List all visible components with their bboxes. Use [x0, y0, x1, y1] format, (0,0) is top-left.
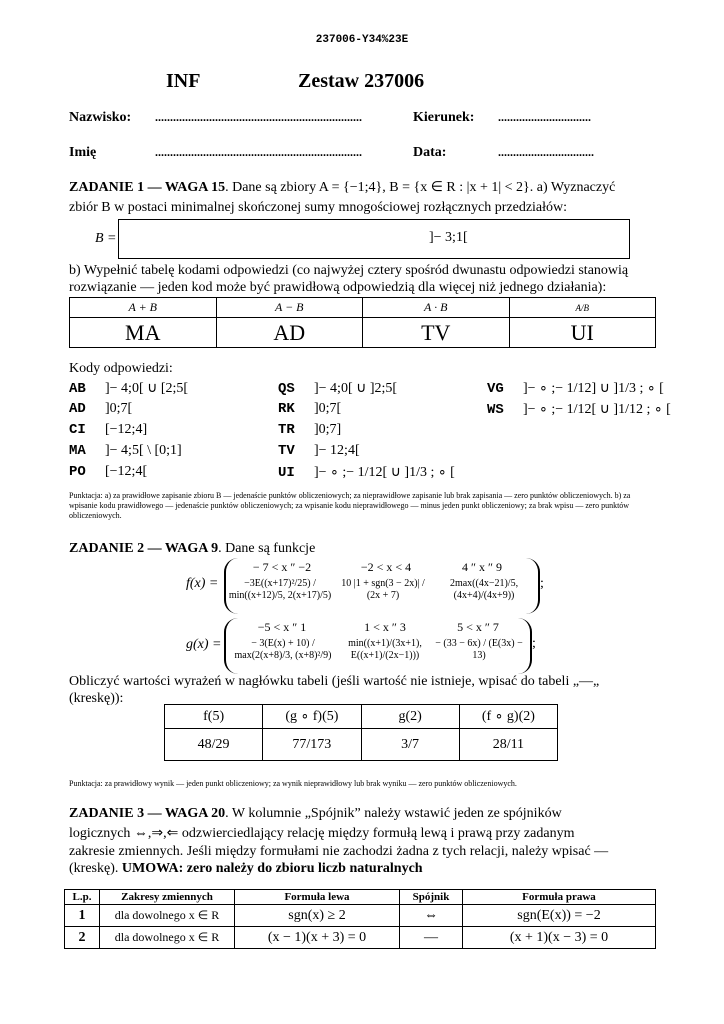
document-id: 237006-Y34%23E [315, 34, 409, 46]
row-left: sgn(x) ≥ 2 [235, 905, 400, 927]
task1-b-text2: rozwiązanie — jeden kod może być prawidłową odpowiedzią dla więcej niż jednego działania): [69, 280, 607, 295]
answer-a-minus-b[interactable]: AD [216, 318, 363, 348]
task3-text2: logicznych ⇔,⇒,⇐ odzwierciedlający relację między formułą lewą i prawą przy zadanym [69, 826, 575, 841]
task2-question: Obliczyć wartości wyrażeń w nagłówku tabeli (jeśli wartość nie istnieje, wpisać do tabeli „—„ [69, 674, 600, 689]
code-key: VG [487, 381, 504, 397]
code-item [69, 422, 147, 438]
task3-text4a: (kreskę). [69, 861, 122, 876]
code-item [278, 380, 397, 397]
major-label: Kierunek: [413, 110, 475, 125]
task1-title: ZADANIE 1 — WAGA 15 [69, 180, 226, 195]
code-value: ]0;7] [314, 422, 342, 437]
set-title: Zestaw 237006 [298, 70, 425, 92]
answer-g2[interactable]: 3/7 [361, 729, 459, 761]
code-item [69, 443, 182, 459]
code-key: AB [69, 381, 86, 397]
f-cond-1: − 7 < x ″ −2 [252, 560, 312, 574]
row-range: dla dowolnego x ∈ R [100, 927, 235, 949]
code-item [69, 464, 147, 480]
code-value: ]0;7[ [314, 401, 342, 416]
answer-a-plus-b[interactable]: MA [70, 318, 217, 348]
task2-intro-text: . Dane są funkcje [218, 541, 316, 556]
date-field[interactable]: ................................ [498, 145, 594, 159]
code-item [278, 422, 341, 438]
code-item [69, 380, 188, 397]
row-range: dla dowolnego x ∈ R [100, 905, 235, 927]
code-value: ]0;7[ [105, 401, 133, 416]
header-f5: f(5) [165, 705, 263, 729]
code-item [487, 401, 671, 418]
f-expr-1: −3E((x+17)²/25) / min((x+12)/5, 2(x+17)/5) [228, 578, 332, 601]
code-item [69, 401, 132, 417]
codes-label: Kody odpowiedzi: [69, 361, 173, 376]
surname-field[interactable]: ..................................................................... [155, 110, 362, 124]
row-lp: 2 [65, 927, 100, 949]
code-key: RK [278, 401, 295, 417]
g-cond-2: 1 < x ″ 3 [364, 620, 406, 634]
task1-answer-table [69, 297, 656, 348]
header-a-div-b: A/B [509, 298, 656, 318]
table-row [65, 905, 656, 927]
f-expr-2: 10 |1 + sgn(3 − 2x)| / (2x + 7) [341, 578, 425, 601]
code-key: AD [69, 401, 86, 417]
answer-a-times-b[interactable]: TV [363, 318, 510, 348]
header-fog2: (f ∘ g)(2) [459, 705, 557, 729]
header-g2: g(2) [361, 705, 459, 729]
task3-intro [69, 806, 562, 822]
task3-text1: . W kolumnie „Spójnik” należy wstawić jeden ze spójników [225, 806, 562, 821]
th-conn: Spójnik [400, 890, 463, 905]
task2-question2: (kreskę)): [69, 691, 124, 706]
f-cond-2: −2 < x < 4 [360, 560, 412, 574]
row-connective[interactable]: — [400, 927, 463, 949]
code-value: ]− 4;0[ ∪ [2;5[ [105, 381, 189, 396]
th-lp: L.p. [65, 890, 100, 905]
code-key: WS [487, 402, 504, 418]
code-value: ]− ∘ ;− 1/12[ ∪ ]1/3 ; ∘ [ [314, 465, 455, 480]
task3-agreement: UMOWA: zero należy do zbioru liczb naturalnych [121, 861, 423, 876]
task3-text4 [69, 861, 423, 877]
code-key: QS [278, 381, 295, 397]
task3-text3: zakresie zmiennych. Jeśli między formułami nie zachodzi żadna z tych relacji, należy wpisać — [69, 844, 609, 859]
task1-intro-text: . Dane są zbiory A = {−1;4}, B = {x ∈ R : |x + 1| < 2}. a) Wyznaczyć [225, 180, 616, 195]
task2-answer-table [164, 704, 558, 761]
set-b-answer: ]− 3;1[ [429, 230, 468, 245]
code-item [487, 380, 664, 397]
header-a-plus-b: A + B [70, 298, 217, 318]
code-value: ]− ∘ ;− 1/12] ∪ ]1/3 ; ∘ [ [523, 381, 664, 396]
code-key: TR [278, 422, 295, 438]
answer-a-div-b[interactable]: UI [509, 318, 656, 348]
set-b-answer-box[interactable] [118, 219, 630, 259]
g-expr-3: − (33 − 6x) / (E(3x) − 13) [435, 638, 523, 661]
major-field[interactable]: ............................... [498, 110, 591, 124]
set-b-label: B = [95, 231, 117, 246]
code-key: TV [278, 443, 295, 459]
th-ranges: Zakresy zmiennych [100, 890, 235, 905]
name-label: Imię [69, 145, 97, 160]
table-row [65, 927, 656, 949]
code-value: ]− 4;0[ ∪ ]2;5[ [314, 381, 398, 396]
g-cond-3: 5 < x ″ 7 [457, 620, 499, 634]
answer-fog2[interactable]: 28/11 [459, 729, 557, 761]
code-key: CI [69, 422, 86, 438]
row-lp: 1 [65, 905, 100, 927]
task1-b-text1: b) Wypełnić tabelę kodami odpowiedzi (co najwyżej cztery spośród dwunastu odpowiedzi stanowią [69, 263, 629, 278]
row-right: (x + 1)(x − 3) = 0 [463, 927, 656, 949]
row-left: (x − 1)(x + 3) = 0 [235, 927, 400, 949]
surname-label: Nazwisko: [69, 110, 132, 125]
g-label: g(x) = [186, 637, 222, 652]
code-value: ]− 4;5[ \ [0;1] [105, 443, 182, 458]
th-right: Formuła prawa [463, 890, 656, 905]
g-semicolon: ; [532, 636, 536, 651]
row-right: sgn(E(x)) = −2 [463, 905, 656, 927]
task1-scoring: Punktacja: a) za prawidłowe zapisanie zbioru B — jedenaście punktów obliczeniowych; za nieprawidłowe zapisanie lub brak zapisania — zero punktów obliczeniowych. b) za wpisanie kodu prawidłowego — jedenaście punktów obliczeniowych; za wpisanie kodu nieprawidłowego — minus jeden punkt obliczeniowy; za brak wpisu — zero punktów obliczeniowych. [69, 491, 631, 520]
header-gof5: (g ∘ f)(5) [263, 705, 361, 729]
task3-title: ZADANIE 3 — WAGA 20 [69, 806, 226, 821]
header-a-times-b: A · B [363, 298, 510, 318]
code-value: [−12;4[ [105, 464, 148, 479]
code-key: PO [69, 464, 86, 480]
f-cond-3: 4 ″ x ″ 9 [462, 560, 502, 574]
task1-intro2: zbiór B w postaci minimalnej skończonej sumy mnogościowej rozłącznych przedziałów: [69, 200, 568, 215]
f-label: f(x) = [186, 576, 219, 591]
date-label: Data: [413, 145, 447, 160]
g-expr-1: − 3(E(x) + 10) / max(2(x+8)/3, (x+8)²/9) [234, 638, 332, 661]
task2-scoring: Punktacja: za prawidłowy wynik — jeden punkt obliczeniowy; za wynik nieprawidłowy lub brak wyniku — zero punktów obliczeniowych. [69, 779, 517, 788]
g-cond-1: −5 < x ″ 1 [257, 620, 307, 634]
code-value: ]− ∘ ;− 1/12[ ∪ ]1/12 ; ∘ [ [523, 402, 671, 417]
code-key: MA [69, 443, 86, 459]
task2-intro [69, 541, 315, 557]
task2-title: ZADANIE 2 — WAGA 9 [69, 541, 219, 556]
code-item [278, 464, 455, 481]
f-expr-3: 2max((4x−21)/5, (4x+4)/(4x+9)) [449, 578, 519, 601]
f-semicolon: ; [540, 576, 544, 591]
row-connective[interactable]: ⇔ [400, 905, 463, 927]
code-key: UI [278, 465, 295, 481]
code-value: [−12;4] [105, 422, 148, 437]
code-item [278, 401, 341, 417]
code-value: ]− 12;4[ [314, 443, 360, 458]
subject: INF [166, 70, 201, 92]
name-field[interactable]: ..................................................................... [155, 145, 362, 159]
g-expr-2: min((x+1)/(3x+1), E((x+1)/(2x−1))) [348, 638, 422, 661]
header-a-minus-b: A − B [216, 298, 363, 318]
task1-intro [69, 179, 615, 196]
answer-f5[interactable]: 48/29 [165, 729, 263, 761]
task3-table [64, 889, 656, 949]
answer-gof5[interactable]: 77/173 [263, 729, 361, 761]
th-left: Formuła lewa [235, 890, 400, 905]
code-item [278, 443, 360, 459]
